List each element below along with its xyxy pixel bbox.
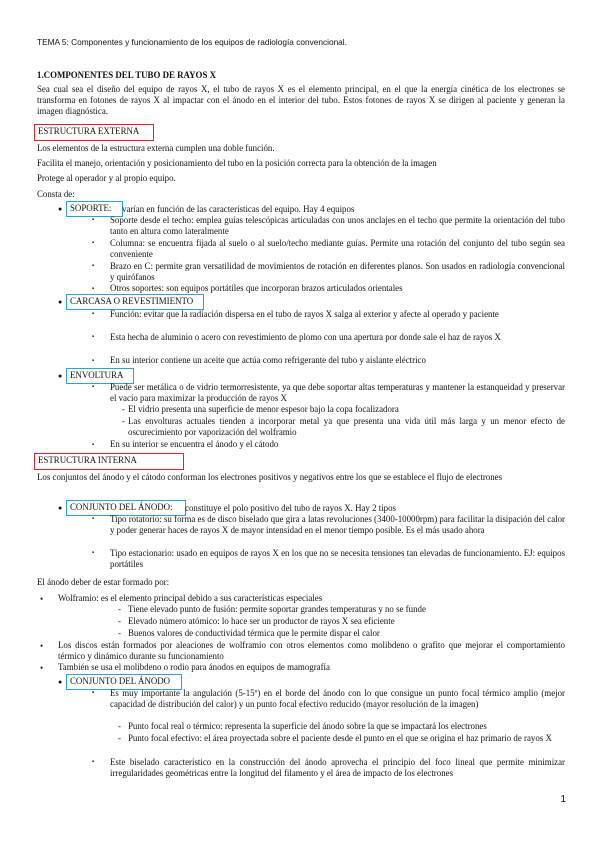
square-marker: ▪ [92, 358, 95, 364]
dash-marker: - [118, 721, 121, 731]
external-structure-label: ESTRUCTURA EXTERNA [34, 124, 154, 141]
anodo-text-1: constituye el polo positivo del tubo de rayos X. Hay 2 tipos [185, 503, 397, 513]
anodo2-item-2: Este biselado característico en la construcción del ánodo aprovecha el principio del foco lineal que permite minimizar irregularidades geométricas entre la longitud del filamento y el área de impacto de los electrones [110, 757, 565, 778]
bullet-marker: ● [58, 504, 63, 512]
square-marker: ▪ [92, 516, 95, 522]
bullet-marker: ● [58, 298, 63, 306]
dash-marker: - [122, 416, 125, 426]
dash-marker: - [118, 616, 121, 626]
anodo1-item-1: Tipo rotatorio: su forma es de disco biselado que gira a latas revoluciones (3400-10000rpm) para facilitar la disipación del calor y poder generar haces de rayos X de mayor intensidad en el menor tiempo posible. Es el más usado ahora [110, 514, 565, 535]
dash-marker: - [118, 733, 121, 743]
envoltura-label: ENVOLTURA [66, 368, 134, 384]
soporte-item-2: Columna: se encuentra fijada al suelo o al suelo/techo mediante guías. Permite una rotación del conjunto del tubo según sea conveniente [110, 238, 565, 259]
envoltura-item-2: En su interior se encuentra el ánodo y el cátodo [110, 439, 279, 449]
anodo2-item-1: Es muy importante la angulación (5-15º) en el borde del ánodo con lo que consigue un punto focal térmico amplio (mejor capacidad de distribución del calor) y un punto focal efectivo reducido (mayor resolución de la imagen) [110, 688, 565, 709]
ext-line-3: Protege al operador y al propio equipo. [37, 173, 176, 183]
square-marker: ▪ [92, 263, 95, 269]
soporte-item-3: Brazo en C: permite gran versatilidad de movimientos de rotación en diferentes planos. Son usados en radiología convencional y quirófanos [110, 261, 565, 282]
square-marker: ▪ [92, 286, 95, 292]
topic-title: TEMA 5: Componentes y funcionamiento de los equipos de radiología convencional. [37, 37, 347, 47]
wolframio-sub-1: Tiene elevado punto de fusión: permite soportar grandes temperaturas y no se funde [128, 604, 426, 614]
wolframio-line: Wolframio: es el elemento principal debido a sus características especiales [58, 593, 323, 603]
square-marker: ▪ [92, 759, 95, 765]
anodo-label-1: CONJUNTO DEL ÁNODO: [66, 500, 186, 516]
square-marker: ▪ [92, 217, 95, 223]
int-text: Los conjuntos del ánodo y el cátodo conforman los electrones positivos y negativos entre los que se establece el flujo de electrones [37, 472, 503, 482]
dot-marker: • [40, 594, 44, 604]
carcasa-item-3: En su interior contiene un aceite que actúa como refrigerante del tubo y aislante eléctrico [110, 355, 426, 365]
section-heading: 1.COMPONENTES DEL TUBO DE RAYOS X [37, 70, 217, 80]
square-marker: ▪ [92, 550, 95, 556]
square-marker: ▪ [92, 384, 95, 390]
square-marker: ▪ [92, 240, 95, 246]
square-marker: ▪ [92, 334, 95, 340]
ext-line-4: Consta de: [37, 189, 75, 199]
square-marker: ▪ [92, 442, 95, 448]
anodo2-sub-1: Punto focal real o térmico: representa la superficie del ánodo sobre la que se impactará los electrones [128, 721, 487, 731]
envoltura-item-1: Puede ser metálica o de vidrio termorresistente, ya que debe soportar altas temperaturas y mantener la estanqueidad y preservar el vacío para maximizar la producción de rayos X [110, 382, 565, 403]
soporte-item-4: Otros soportes: son equipos portátiles que incorporan brazos articulados orientales [110, 283, 403, 293]
wolframio-sub-3: Buenos valores de conductividad térmica que le permite dispar el calor [128, 628, 380, 638]
ext-line-2: Facilita el manejo, orientación y posicionamiento del tubo en la posición correcta para la obtención de la imagen [37, 158, 437, 168]
bullet-marker: ● [58, 205, 63, 213]
dot-marker: • [40, 663, 44, 673]
envoltura-sub-2: Las envolturas actuales tienden a incorporar metal ya que presenta una vida útil más larga y un menor efecto de oscurecimiento por vaporización del wolframio [128, 416, 565, 437]
anodo1-item-2: Tipo estacionario: usado en equipos de rayos X en los que no se necesita tensiones tan elevadas de funcionamiento. EJ: equipos portátiles [110, 548, 565, 569]
dash-marker: - [122, 404, 125, 414]
soporte-item-1: Soporte desde el techo: emplea guías telescópicas articuladas con unos anclajes en el techo que permite la orientación del tubo tanto en altura como lateralmente [110, 215, 565, 236]
bullet-marker: ● [58, 678, 63, 686]
dot-marker: • [40, 641, 44, 651]
soporte-label: SOPORTE: [66, 201, 123, 217]
carcasa-item-1: Función: evitar que la radiación dispersa en el tubo de rayos X salga al exterior y afecte al operado y paciente [110, 309, 499, 319]
wolframio-sub-2: Elevado número atómico: lo hace ser un productor de rayos X sea eficiente [128, 616, 395, 626]
square-marker: ▪ [92, 311, 95, 317]
square-marker: ▪ [92, 690, 95, 696]
dash-marker: - [118, 628, 121, 638]
carcasa-item-2: Esta hecha de aluminio o acero con revestimiento de plomo con una apertura por donde sale el haz de rayos X [110, 332, 501, 342]
page-number: 1 [560, 794, 566, 805]
discos-text: Los discos están formados por aleaciones de wolframio con otros elementos como molibdeno o grafito que mejorar el comportamiento térmico y dinámico durante su funcionamiento [58, 640, 565, 661]
anodo-label-2: CONJUNTO DEL ÁNODO [66, 674, 182, 690]
envoltura-sub-1: El vidrio presenta una superficie de menor espesor bajo la copa focalizadora [128, 404, 399, 414]
intro-paragraph: Sea cual sea el diseño del equipo de rayos X, el tubo de rayos X es el elemento principal, en el que la energía cinética de los electrones se transforma en fotones de rayos X al impactar con el ánodo en el interior del tubo. Estos fotones de rayos X se dirigen al paciente y generan la imagen diagnóstica. [37, 84, 565, 117]
molibdeno-text: También se usa el molibdeno o rodio para ánodos en equipos de mamografía [58, 662, 330, 672]
dash-marker: - [118, 604, 121, 614]
internal-structure-label: ESTRUCTURA INTERNA [34, 453, 184, 470]
bullet-marker: ● [58, 372, 63, 380]
anodo2-sub-2: Punto focal efectivo: el área proyectada sobre el paciente desde el punto en el que se origina el haz primario de rayos X [128, 733, 552, 743]
ext-line-1: Los elementos de la estructura externa cumplen una doble función. [37, 143, 275, 153]
material-intro: El ánodo deber de estar formado por: [37, 577, 170, 587]
soporte-text: varían en función de las características del equipo. Hay 4 equipos [122, 204, 355, 214]
carcasa-label: CARCASA O REVESTIMIENTO [66, 294, 204, 310]
